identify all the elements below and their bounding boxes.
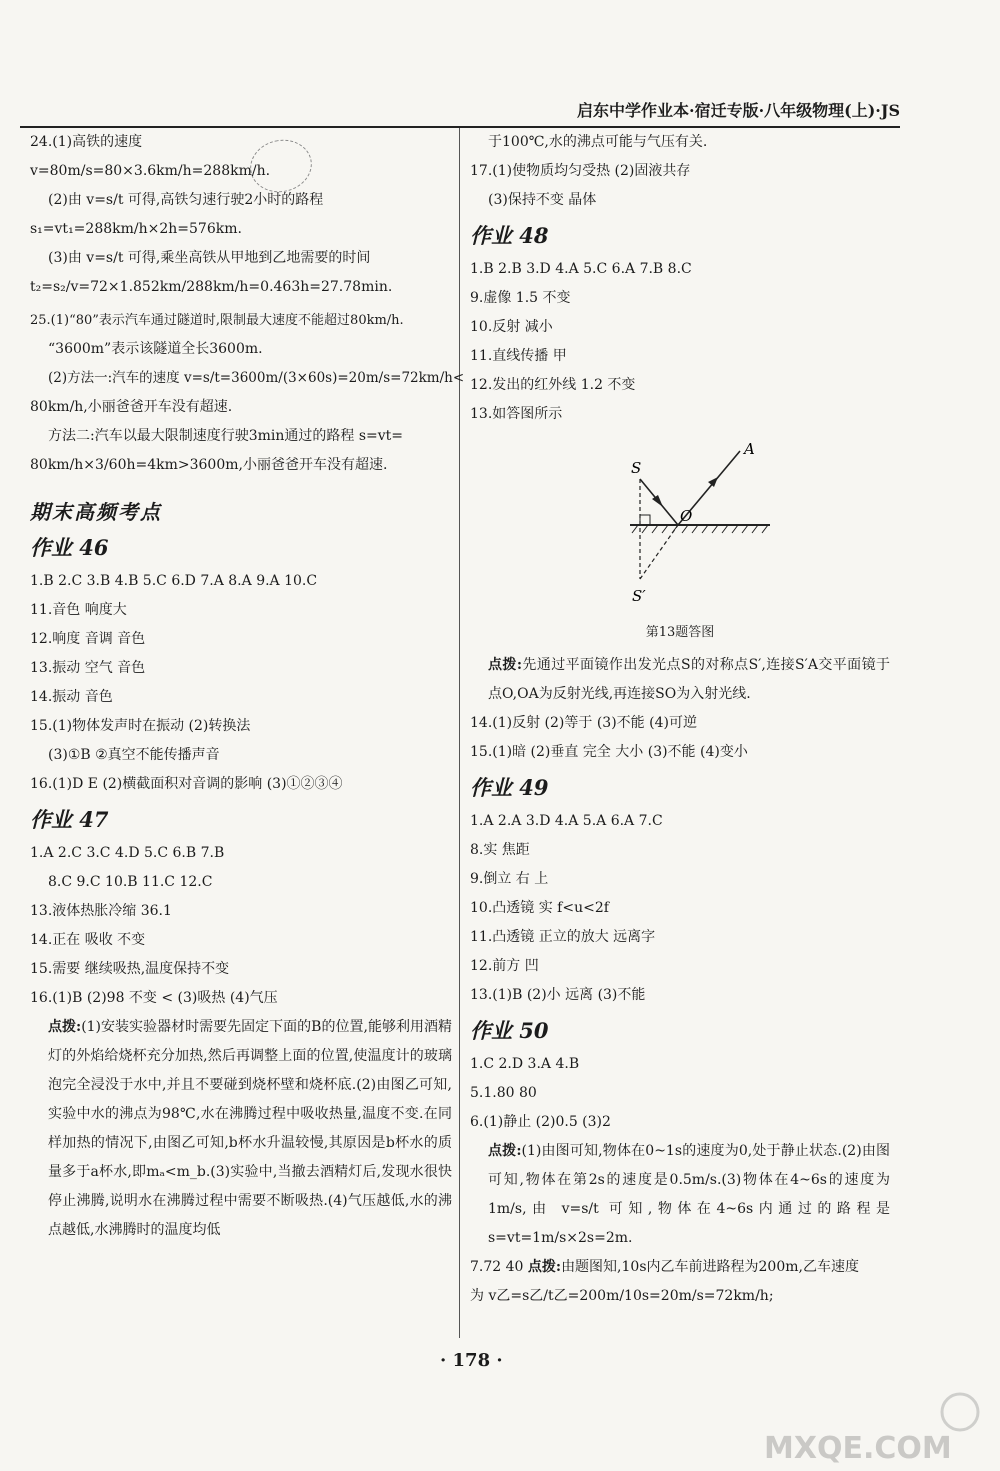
answer-line: 6.(1)静止 (2)0.5 (3)2 [470,1114,611,1130]
right-angle-mark [640,515,650,525]
homework-title: 作业 50 [470,1018,549,1043]
answer-line: 10.凸透镜 实 f<u<2f [470,900,609,916]
answer-line: 14.正在 吸收 不变 [30,932,146,948]
answer-line: 13.(1)B (2)小 远离 (3)不能 [470,987,646,1003]
answer-line: 8.实 焦距 [470,842,530,858]
page-header [20,96,900,128]
text-line: (2)由 v=s/t 可得,高铁匀速行驶2小时的路程 [48,192,324,208]
figure-caption: 第13题答图 [645,625,715,640]
watermark-text: MXQE.COM [764,1431,952,1465]
reflection-diagram [470,429,890,619]
formula-line: 为 v乙=s乙/t乙=200m/10s=20m/s=72km/h; [470,1288,774,1304]
answer-line: 1.C 2.D 3.A 4.B [470,1056,580,1072]
answer-line: 1.A 2.A 3.D 4.A 5.A 6.A 7.C [470,813,663,829]
text-line: “3600m”表示该隧道全长3600m. [48,341,263,357]
answer-line: 14.(1)反射 (2)等于 (3)不能 (4)可逆 [470,715,697,731]
answer-line: 13.振动 空气 音色 [30,660,146,676]
homework-50 [470,1014,890,1311]
homework-title: 作业 49 [470,775,549,800]
homework-46 [30,531,452,799]
reflected-arrow [708,477,718,487]
column-divider [459,128,460,1338]
text-line: (3)由 v=s/t 可得,乘坐高铁从甲地到乙地需要的时间 [48,250,371,266]
label-s: S [631,459,642,477]
answer-line: 5.1.80 80 [470,1085,537,1101]
homework-48 [470,219,890,767]
hint-text: 先通过平面镜作出发光点S的对称点S′,连接S′A交平面镜于点O,OA为反射光线,再连接SO为入射光线. [488,657,890,702]
text-line: v=80m/s=80×3.6km/h=288km/h. [30,163,271,179]
answer-line: 9.虚像 1.5 不变 [470,290,571,306]
question-24 [30,128,452,302]
text-line: (3)保持不变 晶体 [488,192,597,208]
answer-line: 13.如答图所示 [470,406,563,422]
answer-line: 12.响度 音调 音色 [30,631,146,647]
answer-line: 1.A 2.C 3.C 4.D 5.C 6.B 7.B [30,845,225,861]
answer-line: (3)①B ②真空不能传播声音 [48,747,220,763]
answer-line: 11.音色 响度大 [30,602,127,618]
answer-line: 1.B 2.B 3.D 4.A 5.C 6.A 7.B 8.C [470,261,692,277]
hint-paragraph [470,1137,890,1253]
text-line: 80km/h,小丽爸爸开车没有超速. [30,399,233,415]
text-line: t₂=s₂/v=72×1.852km/288km/h=0.463h=27.78min. [30,279,393,295]
hint-label: 点拨: [527,1259,562,1275]
text-line: 于100℃,水的沸点可能与气压有关. [488,134,708,150]
text-line: 80km/h×3/60h=4km>3600m,小丽爸爸开车没有超速. [30,457,388,473]
text-line: 24.(1)高铁的速度 [30,134,143,150]
hint-text: 由题图知,10s内乙车前进路程为200m,乙车速度 [561,1259,859,1275]
homework-49 [470,771,890,1010]
answer-line: 1.B 2.C 3.B 4.B 5.C 6.D 7.A 8.A 9.A 10.C [30,573,318,589]
answer-line: 11.直线传播 甲 [470,348,567,364]
answer-line: 15.需要 继续吸热,温度保持不变 [30,961,230,977]
homework-47 [30,803,452,1245]
hint-paragraph [30,1013,452,1245]
answer-line: 11.凸透镜 正立的放大 远离字 [470,929,656,945]
virtual-ray [640,525,678,579]
mirror-hatching [632,525,768,533]
label-a: A [744,440,755,458]
question-7 [470,1253,890,1282]
answer-line: 15.(1)暗 (2)垂直 完全 大小 (3)不能 (4)变小 [470,744,748,760]
text-line: 17.(1)使物质均匀受热 (2)固液共存 [470,163,691,179]
text-line: (2)方法一:汽车的速度 v=s/t=3600m/(3×60s)=20m/s=72km/h< [48,370,465,386]
hint-label: 点拨: [488,1143,522,1159]
text-line: 25.(1)“80”表示汽车通过隧道时,限制最大速度不能超过80km/h. [30,313,404,328]
homework-title: 作业 47 [30,807,109,832]
homework-title: 作业 46 [30,535,109,560]
header-title: 启东中学作业本·宿迁专版·八年级物理(上)·JS [577,101,900,120]
right-column [470,128,890,1311]
label-s-prime: S′ [632,587,646,605]
hint-label: 点拨: [488,657,522,673]
answer-line: 9.倒立 右 上 [470,871,549,887]
hint-text: (1)由图可知,物体在0~1s的速度为0,处于静止状态.(2)由图可知,物体在第2s的速度是0.5m/s.(3)物体在4~6s的速度为1m/s,由 v=s/t 可知,物体在4~6s内通过的路程是 s=vt=1m/s×2s=2m. [488,1143,891,1246]
question-25 [30,306,465,480]
answer-line: 14.振动 音色 [30,689,113,705]
answer-line: 15.(1)物体发声时在振动 (2)转换法 [30,718,251,734]
hint-paragraph [470,651,890,709]
answer-line: 8.C 9.C 10.B 11.C 12.C [48,874,213,890]
label-o: O [680,507,693,525]
answer-line: 16.(1)B (2)98 不变 < (3)吸热 (4)气压 [30,990,278,1006]
answer-line: 16.(1)D E (2)横截面积对音调的影响 (3)①②③④ [30,776,343,792]
answer-line: 10.反射 减小 [470,319,553,335]
watermark-circle [942,1394,978,1430]
hint-text: (1)安装实验器材时需要先固定下面的B的位置,能够利用酒精灯的外焰给烧杯充分加热,然后再调整上面的位置,使温度计的玻璃泡完全浸没于水中,并且不要碰到烧杯壁和烧杯底.(2)由图乙可知,实验中水的沸点为98℃,水在沸腾过程中吸收热量,温度不变.在同样加热的情况下,由图乙可知,b杯水升温较慢,其原因是b杯水的质量多于a杯水,即mₐ<m_b.(3)实验中,当撤去酒精灯后,发现水很快停止沸腾,说明水在沸腾过程中需要不断吸热.(4)气压越低,水的沸点越低,水沸腾时的温度均低 [48,1019,452,1238]
answer-line: 13.液体热胀冷缩 36.1 [30,903,172,919]
answer-line: 12.发出的红外线 1.2 不变 [470,377,636,393]
answer-line: 12.前方 凹 [470,958,539,974]
watermark-logo [760,1390,990,1465]
left-column [30,128,465,1245]
section-title: 期末高频考点 [30,500,162,524]
text-line: s₁=vt₁=288km/h×2h=576km. [30,221,242,237]
page-number: · 178 · [440,1350,503,1371]
answer-text: 7.72 40 [470,1259,524,1275]
hint-label: 点拨: [48,1019,82,1035]
text-line: 方法二:汽车以最大限制速度行驶3min通过的路程 s=vt= [48,428,404,444]
incident-arrow [652,495,663,507]
homework-title: 作业 48 [470,223,549,248]
